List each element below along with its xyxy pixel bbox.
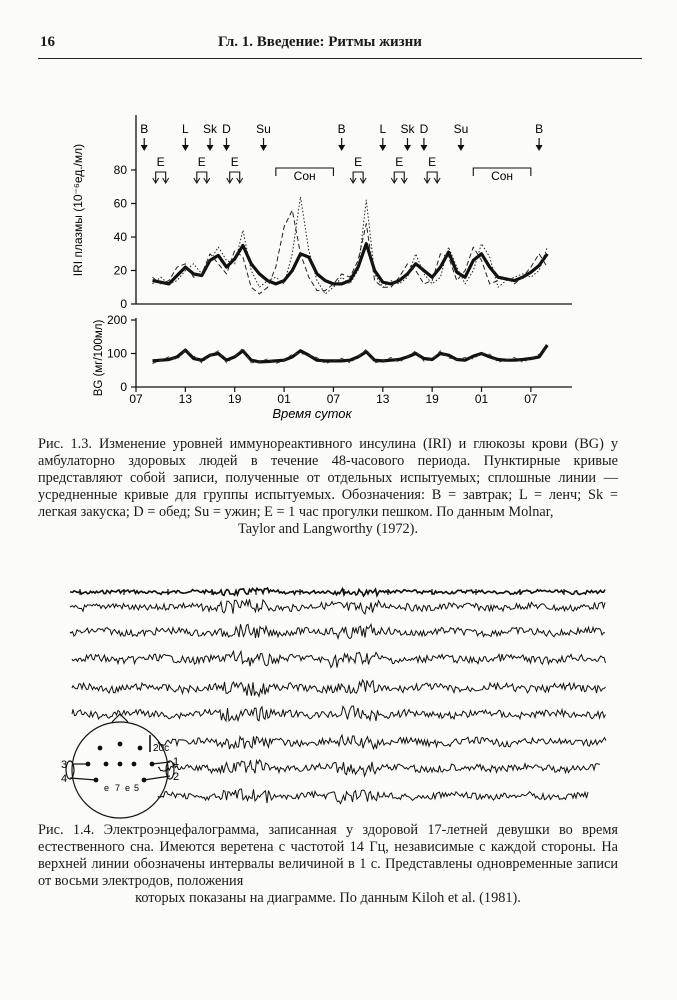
meal-marker-l: L — [182, 122, 189, 136]
walk-marker-e: E — [156, 155, 165, 169]
eeg-trace — [72, 651, 606, 667]
x-tick-label: 19 — [425, 392, 439, 406]
eeg-trace — [158, 789, 588, 804]
page-number: 16 — [40, 34, 55, 50]
caption-text: Рис. 1.3. Изменение уровней иммунореактивного инсулина (IRI) и глюкозы крови (BG) у амбулаторно здоровых людей в течение 48-часового периода. Пунктирные кривые представляют собой записи, полученные от отдельных испытуемых; сплошные линии — усредненные кривые для группы испытуемых. Обозначения: B = завтрак; L = ленч; Sk = легкая закуска; D = обед; Su = ужин; E = 1 час прогулки пешком. По данным Molnar, — [38, 436, 618, 520]
head-label-e1: e — [104, 783, 110, 793]
walk-marker-e: E — [197, 155, 206, 169]
eeg-trace — [72, 680, 606, 696]
lower-y-label: BG (мг/100мл) — [93, 319, 105, 397]
meal-marker-d: D — [222, 122, 231, 136]
upper-y-tick-label: 0 — [120, 297, 127, 311]
caption-last-line: Taylor and Langworthy (1972). — [237, 521, 419, 537]
electrode-label-3: 3 — [61, 759, 68, 771]
caption-last-line: которых показаны на диаграмме. По данным Kiloh et al. (1981). — [135, 890, 521, 906]
meal-marker-b: B — [140, 122, 149, 136]
meal-marker-su: Su — [453, 122, 469, 136]
figure-1-4-caption — [38, 822, 618, 907]
eeg-trace — [70, 588, 605, 596]
sleep-label: Сон — [491, 169, 514, 183]
meal-marker-d: D — [419, 122, 429, 136]
meal-marker-sk: Sk — [203, 122, 218, 136]
upper-y-label: IRI плазмы (10⁻⁶ед./мл) — [71, 143, 85, 277]
walk-marker-e: E — [230, 155, 239, 169]
x-tick-label: 07 — [524, 392, 538, 406]
meal-marker-b: B — [337, 122, 346, 136]
x-tick-label: 01 — [277, 392, 291, 406]
upper-y-tick-label: 20 — [113, 263, 127, 278]
upper-y-tick-label: 60 — [113, 196, 127, 211]
x-axis-label: Время суток — [272, 406, 352, 421]
head-label-5: 5 — [134, 783, 140, 793]
x-tick-label: 07 — [326, 392, 341, 406]
caption-text: Рис. 1.4. Электроэнцефалограмма, записанная у здоровой 17-летней девушки во время естественного сна. Имеются веретена с частотой 14 Гц, независимые с каждой стороны. На верхней линии обозначены интервалы величиной в 1 с. Представлены одновременные записи от восьми электродов, положения — [38, 822, 618, 889]
walk-marker-e: E — [395, 155, 404, 169]
eeg-trace — [158, 735, 606, 749]
lower-y-tick-label: 200 — [106, 313, 127, 327]
x-tick-label: 01 — [474, 392, 489, 406]
head-diagram — [66, 714, 174, 818]
x-tick-label: 13 — [376, 392, 390, 406]
eeg-traces — [70, 588, 606, 804]
meal-marker-su: Su — [256, 122, 271, 136]
meal-marker-l: L — [379, 122, 387, 136]
eeg-trace — [70, 624, 605, 638]
walk-marker-e: E — [354, 155, 363, 169]
scale-label: 20c — [153, 743, 170, 754]
x-tick-label: 07 — [129, 392, 143, 406]
walk-marker-e: E — [428, 155, 437, 169]
upper-y-tick-label: 40 — [113, 230, 127, 244]
head-label-7: 7 — [115, 783, 121, 793]
x-tick-label: 19 — [228, 392, 242, 406]
eeg-trace — [70, 599, 605, 614]
running-head: Гл. 1. Введение: Ритмы жизни — [218, 34, 422, 50]
meal-marker-sk: Sk — [400, 122, 415, 136]
electrode-label-4: 4 — [61, 773, 68, 785]
electrode-label-2: 2 — [173, 771, 180, 783]
sleep-label: Сон — [293, 169, 316, 183]
lower-y-tick-label: 100 — [106, 346, 127, 361]
upper-y-tick-label: 80 — [113, 163, 127, 177]
lower-y-tick-label: 0 — [120, 380, 127, 394]
eeg-trace — [72, 706, 606, 721]
meal-marker-b: B — [535, 122, 544, 136]
x-tick-label: 13 — [178, 392, 193, 406]
head-label-e2: e — [125, 783, 131, 793]
electrode-label-1: 1 — [173, 756, 180, 768]
eeg-trace — [158, 760, 600, 776]
